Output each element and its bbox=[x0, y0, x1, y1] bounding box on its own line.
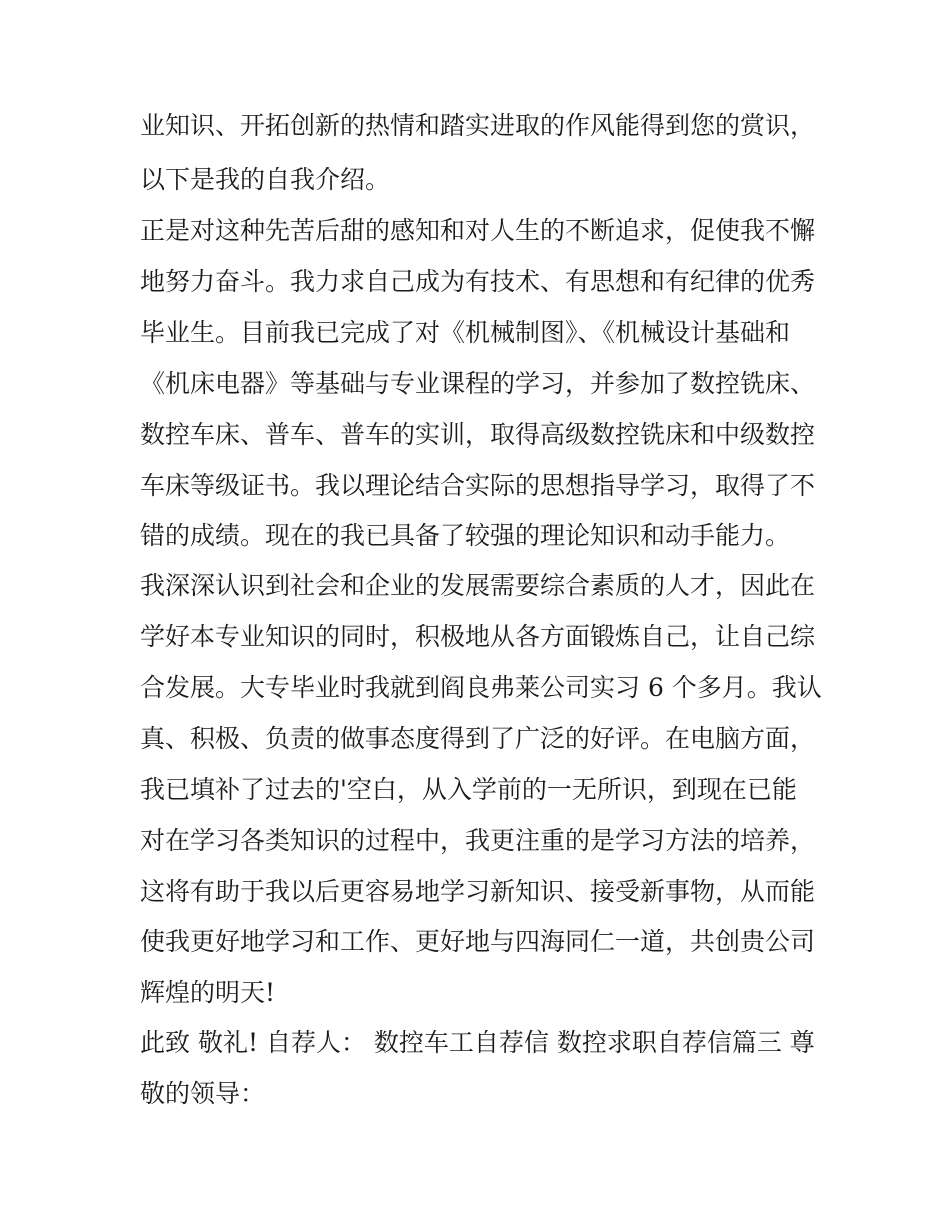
text-line: 业知识、开拓创新的热情和踏实进取的作风能得到您的赏识， bbox=[140, 111, 816, 140]
text-line: 我深深认识到社会和企业的发展需要综合素质的人才，因此在 bbox=[140, 571, 816, 600]
text-line: 毕业生。目前我已完成了对《机械制图》、《机械设计基础和 bbox=[140, 318, 791, 347]
text-line: 数控车床、普车、普车的实训，取得高级数控铣床和中级数控 bbox=[140, 420, 816, 449]
text-line: 正是对这种先苦后甜的感知和对人生的不断追求，促使我不懈 bbox=[140, 216, 816, 245]
text-line: 敬的领导： bbox=[140, 1079, 266, 1108]
text-line: 我已填补了过去的'空白，从入学前的一无所识，到现在已能 bbox=[140, 775, 797, 804]
text-line: 对在学习各类知识的过程中，我更注重的是学习方法的培养， bbox=[140, 826, 816, 855]
text-line: 这将有助于我以后更容易地学习新知识、接受新事物，从而能 bbox=[140, 877, 816, 906]
text-line: 《机床电器》等基础与专业课程的学习，并参加了数控铣床、 bbox=[140, 369, 816, 398]
text-line: 以下是我的自我介绍。 bbox=[140, 165, 391, 194]
text-line: 地努力奋斗。我力求自己成为有技术、有思想和有纪律的优秀 bbox=[140, 267, 816, 296]
text-line: 辉煌的明天! bbox=[140, 978, 276, 1007]
text-line: 合发展。大专毕业时我就到阎良弗莱公司实习 6 个多月。我认 bbox=[140, 673, 822, 702]
text-line: 此致 敬礼! 自荐人： 数控车工自荐信 数控求职自荐信篇三 尊 bbox=[140, 1028, 815, 1057]
text-line: 学好本专业知识的同时，积极地从各方面锻炼自己，让自己综 bbox=[140, 622, 816, 651]
text-line: 错的成绩。现在的我已具备了较强的理论知识和动手能力。 bbox=[140, 521, 791, 550]
text-line: 使我更好地学习和工作、更好地与四海同仁一道，共创贵公司 bbox=[140, 927, 816, 956]
text-line: 车床等级证书。我以理论结合实际的思想指导学习，取得了不 bbox=[140, 471, 816, 500]
text-line: 真、积极、负责的做事态度得到了广泛的好评。在电脑方面， bbox=[140, 724, 816, 753]
